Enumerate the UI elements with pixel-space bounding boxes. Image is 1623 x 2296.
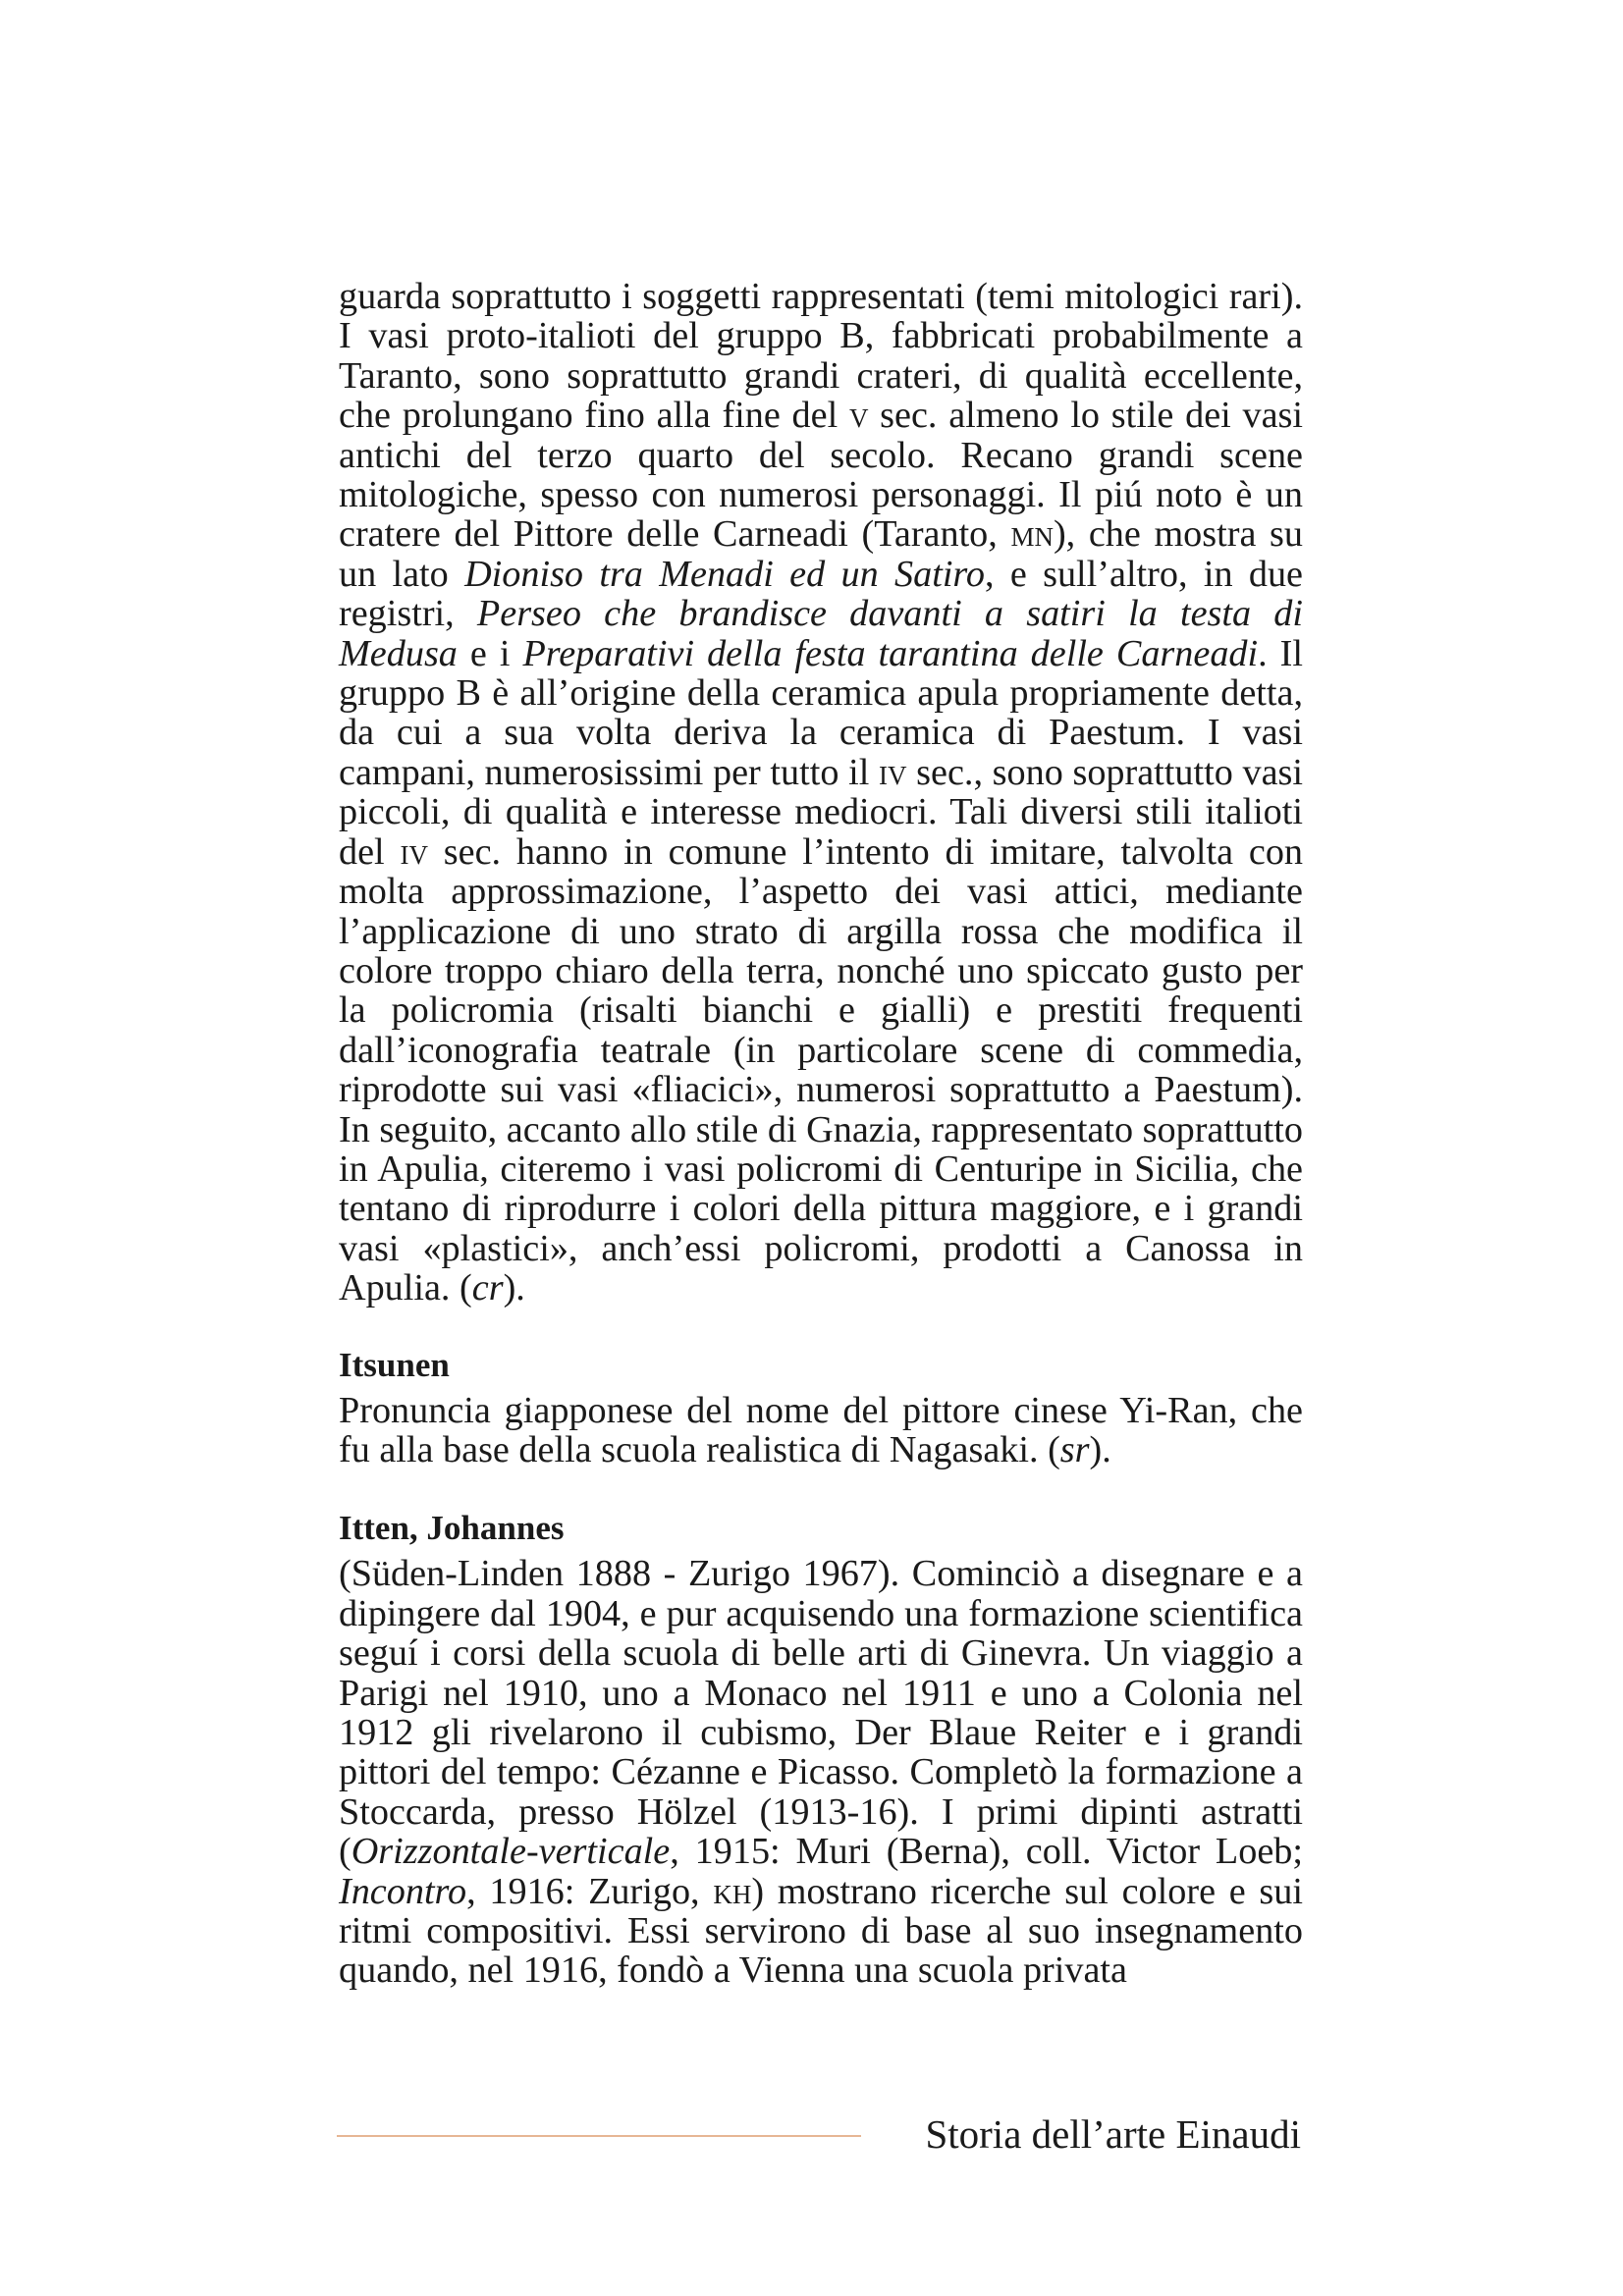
text-run: sec. hanno in comune l’intento di imitare, talvolta con molta approssimazione, l’aspetto dei vasi attici, mediante l’applicazione di uno strato di argilla rossa che modifica il colore troppo chiaro della terra, nonché uno spiccato gusto per la policromia (risalti bianchi e gialli) e prestiti frequenti dall’iconografia teatrale (in particolare scene di commedia, riprodotte sui vasi «fliacici», numerosi soprattutto a Paestum). In seguito, accanto allo stile di Gnazia, rappresentato soprattutto in Apulia, citeremo i vasi policromi di Centuripe in Sicilia, che tentano di riprodurre i colori della pittura maggiore, e i grandi vasi «plastici», anch’essi policromi, prodotti a Canossa in Apulia. ( xyxy=(339,830,1304,1309)
text-run: ) mostrano ricerche sul colore e sui ritmi compositivi. Essi servirono di base al suo insegnamento quando, nel 1916, fondò a Vienna una scuola privata xyxy=(339,1870,1303,1992)
page-footer xyxy=(337,2105,1301,2163)
artwork-title: Incontro xyxy=(339,1870,467,1912)
text-run: guarda soprattutto i soggetti rappresentati (temi mitologici rari). I vasi proto-italioti del gruppo B, fabbricati probabilmente a Taranto, sono soprattutto grandi crateri, di qualità eccellente, che prolungano fino alla fine del xyxy=(339,276,1303,437)
text-run: Pronuncia giapponese del nome del pittore cinese Yi-Ran, che fu alla base della scuola realistica di Nagasaki. ( xyxy=(339,1389,1303,1470)
text-run: sec. almeno lo stile dei vasi antichi del terzo quarto del secolo. Recano grandi scene mitologiche, spesso con numerosi personaggi. Il piú noto è un cratere del Pittore delle Carneadi (Taranto, xyxy=(339,395,1303,556)
text-run: ). xyxy=(1089,1428,1111,1470)
text-run: ). xyxy=(503,1267,525,1309)
intro-paragraph xyxy=(339,277,1303,1308)
entry-title: Itsunen xyxy=(339,1345,450,1384)
text-run: , 1916: Zurigo, xyxy=(466,1870,714,1912)
artwork-title: Orizzontale-verticale xyxy=(351,1831,671,1873)
author-initials: cr xyxy=(471,1267,504,1309)
small-caps-run: kh xyxy=(713,1870,752,1912)
text-run: . Il gruppo B è all’origine della ceramica apula propriamente detta, da cui a sua volta deriva la ceramica di Paestum. I vasi campani, numerosissimi per tutto il xyxy=(339,632,1304,793)
text-run: ), che mostra su un lato xyxy=(339,513,1303,595)
footer-book-title: Storia dell’arte Einaudi xyxy=(925,2111,1301,2157)
text-run: sec., sono soprattutto vasi piccoli, di qualità e interesse mediocri. Tali diversi stili italioti del xyxy=(339,751,1303,873)
footer-rule xyxy=(337,2135,861,2137)
entry-itten xyxy=(339,1509,1303,1990)
small-caps-run: v xyxy=(848,395,869,437)
author-initials: sr xyxy=(1059,1428,1090,1470)
artwork-title: Preparativi della festa tarantina delle Carneadi xyxy=(522,632,1259,674)
small-caps-run: iv xyxy=(400,830,428,873)
text-run: , 1915: Muri (Berna), coll. Victor Loeb; xyxy=(670,1831,1303,1873)
entry-body xyxy=(339,1554,1303,1990)
entry-itsunen xyxy=(339,1346,1303,1470)
text-run: , e sull’altro, in due registri, xyxy=(339,553,1303,635)
small-caps-run: iv xyxy=(878,751,907,793)
artwork-title: Dioniso tra Menadi ed un Satiro xyxy=(464,553,985,595)
small-caps-run: mn xyxy=(1010,513,1054,556)
text-run: (Süden-Linden 1888 - Zurigo 1967). Cominciò a disegnare e a dipingere dal 1904, e pur acquisendo una formazione scientifica seguí i corsi della scuola di belle arti di Ginevra. Un viaggio a Parigi nel 1910, uno a Monaco nel 1911 e uno a Colonia nel 1912 gli rivelarono il cubismo, Der Blaue Reiter e i grandi pittori del tempo: Cézanne e Picasso. Completò la formazione a Stoccarda, presso Hölzel (1913-16). I primi dipinti astratti ( xyxy=(339,1553,1303,1873)
text-run: e i xyxy=(457,632,523,674)
entry-title: Itten, Johannes xyxy=(339,1509,565,1548)
entry-body xyxy=(339,1391,1303,1470)
page-content xyxy=(339,277,1303,1991)
artwork-title: Perseo che brandisce davanti a satiri la testa di Medusa xyxy=(339,593,1303,674)
